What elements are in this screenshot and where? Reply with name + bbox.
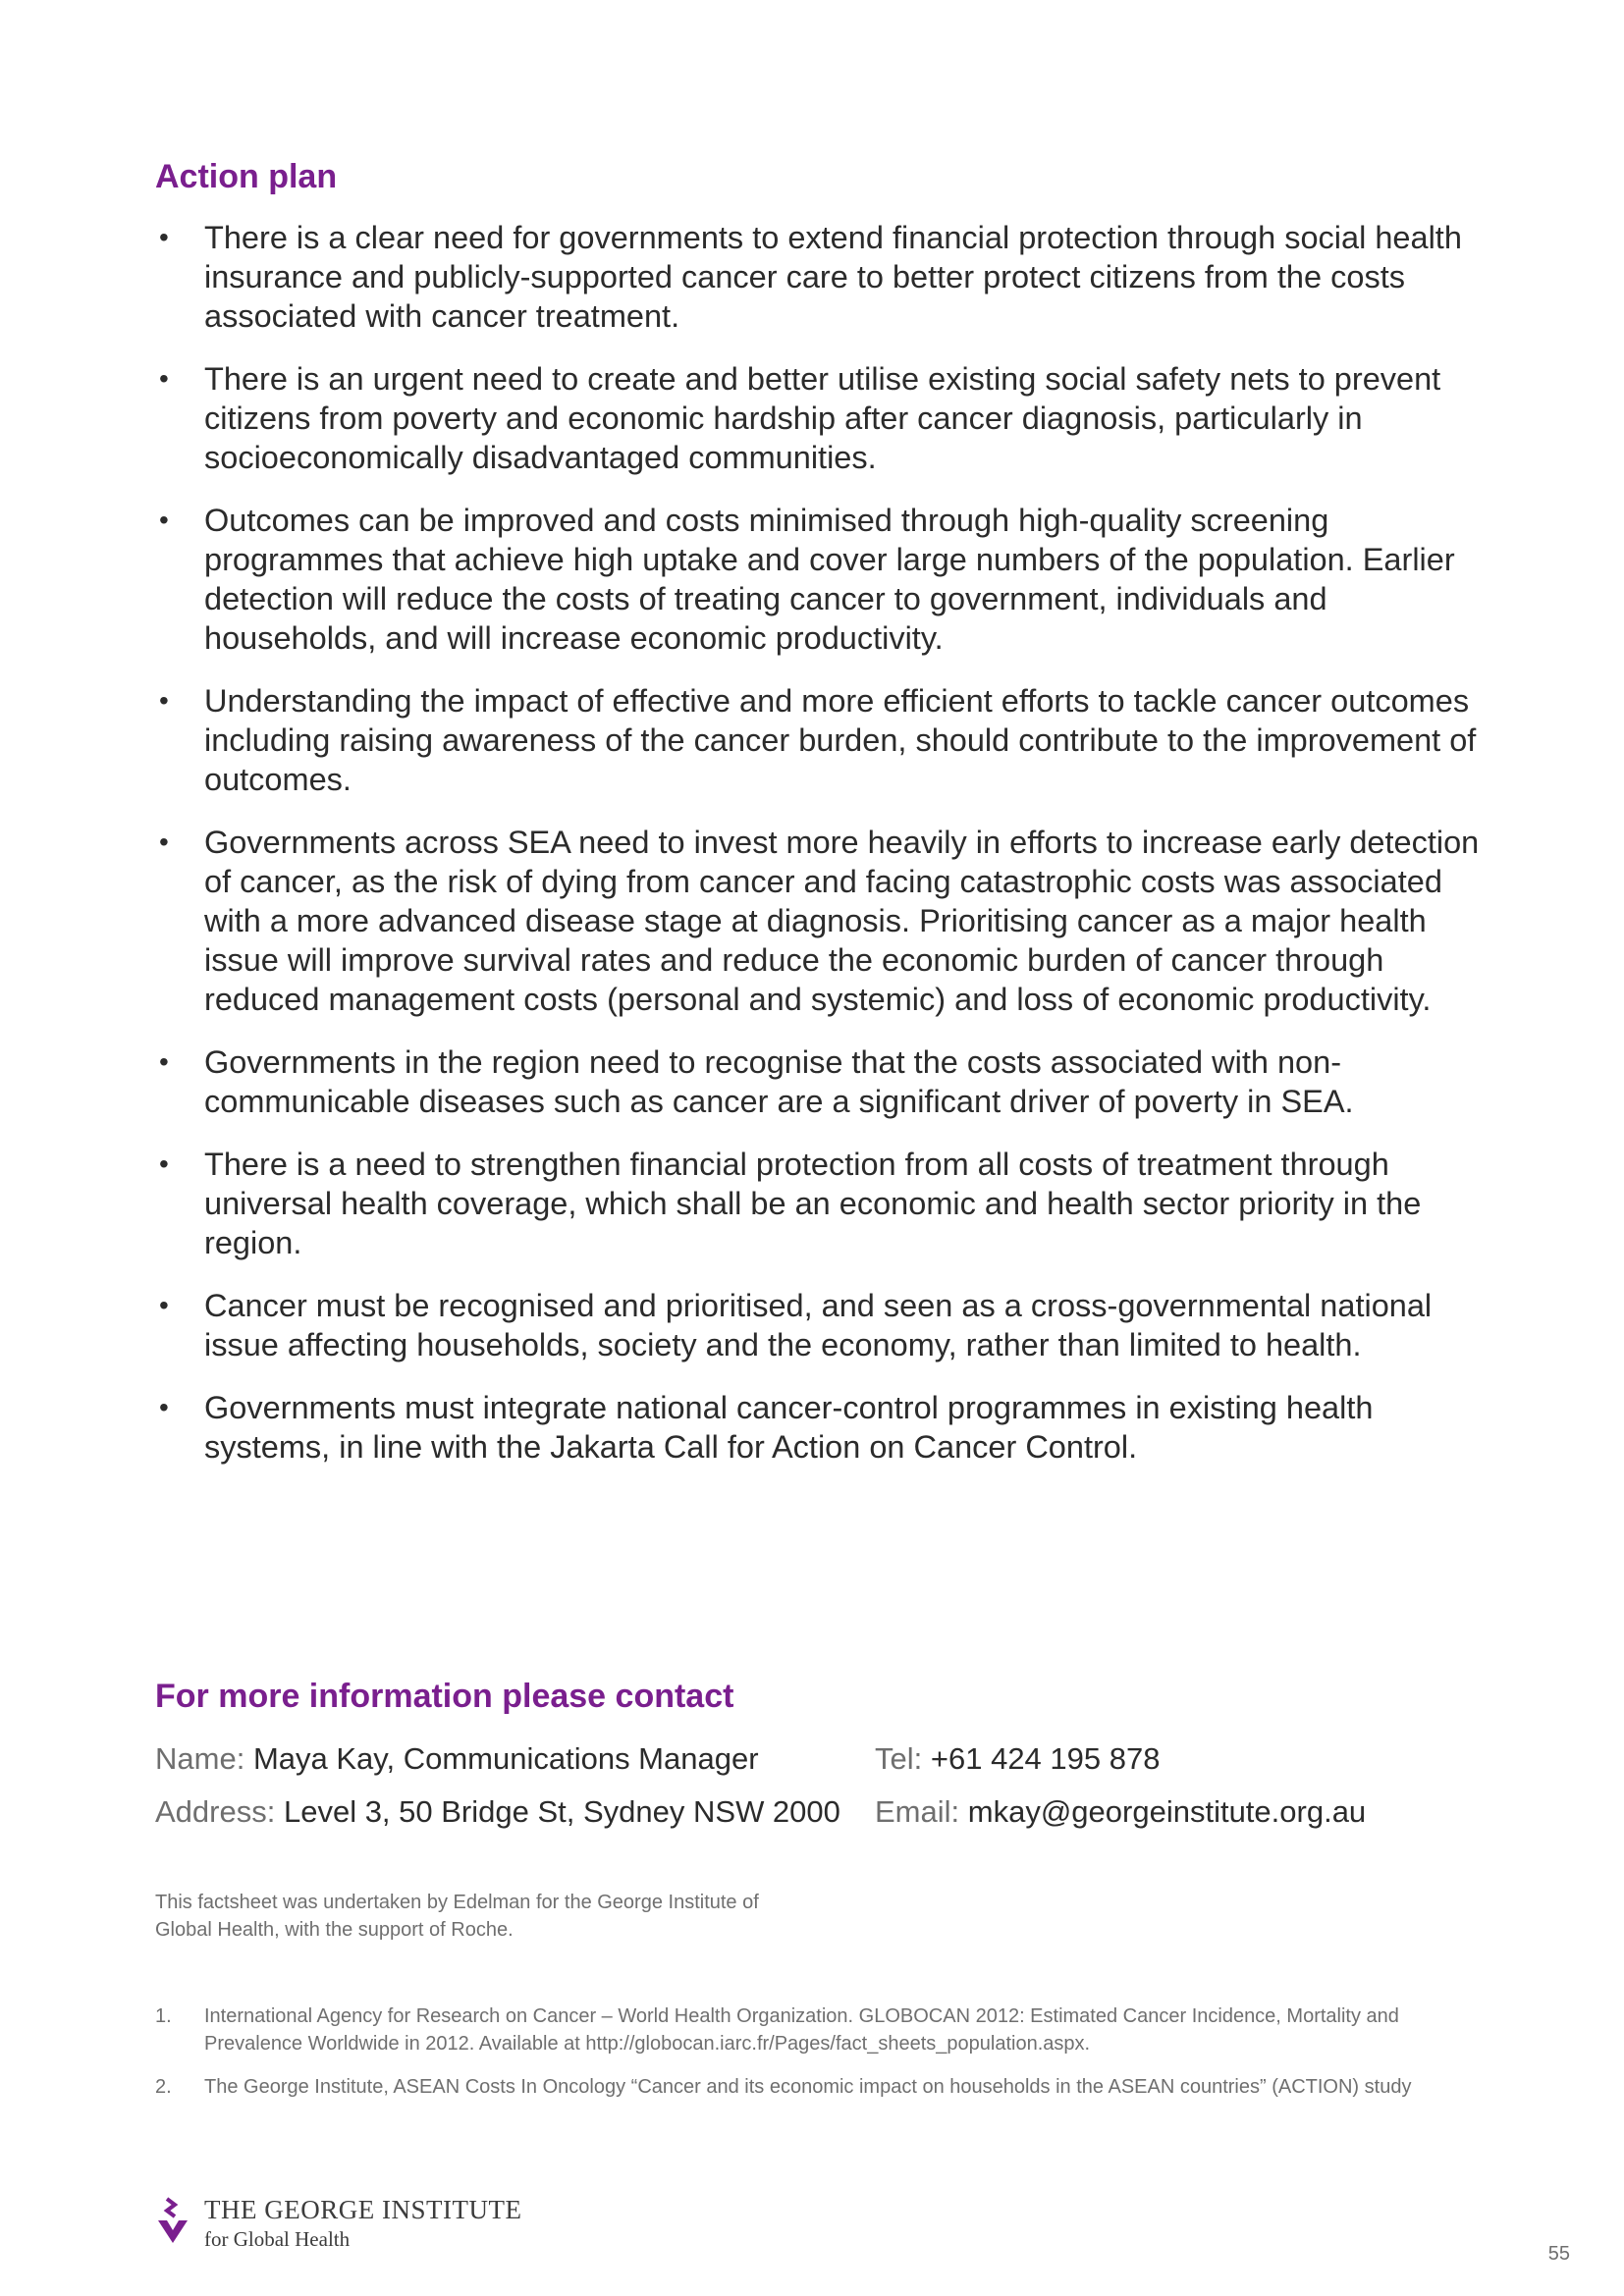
contact-address [155, 1792, 875, 1832]
contact-name-label: Name: [155, 1741, 245, 1776]
action-plan-item-text: Outcomes can be improved and costs minimised through high-quality screening programmes that achieve high uptake and cover large numbers of the population. Earlier detection will reduce the costs of treating cancer to government, individuals and households, and will increase economic productivity. [204, 503, 1455, 656]
action-plan-item [155, 1145, 1490, 1262]
action-plan-item [155, 359, 1490, 477]
bullet-icon: • [159, 1392, 169, 1422]
contact-name-value: Maya Kay, Communications Manager [252, 1741, 759, 1776]
george-institute-logo-icon [155, 2197, 190, 2246]
logo-text [204, 2197, 521, 2250]
contact-heading: For more information please contact [155, 1678, 734, 1715]
contact-address-value: Level 3, 50 Bridge St, Sydney NSW 2000 [283, 1794, 840, 1829]
contact-tel-label: Tel: [875, 1741, 923, 1776]
action-plan-item-text: Governments must integrate national cancer-control programmes in existing health systems, in line with the Jakarta Call for Action on Cancer Control. [204, 1390, 1374, 1465]
contact-block [155, 1739, 1432, 1845]
bullet-icon: • [159, 222, 169, 252]
reference-number: 1. [155, 2005, 172, 2027]
reference-text: The George Institute, ASEAN Costs In Oncology “Cancer and its economic impact on households in the ASEAN countries” (ACTION) study [204, 2076, 1412, 2098]
reference-item [155, 2073, 1432, 2101]
bullet-icon: • [159, 363, 169, 394]
action-plan-item-text: Cancer must be recognised and prioritised, and seen as a cross-governmental national issue affecting households, society and the economy, rather than limited to health. [204, 1288, 1433, 1362]
contact-row [155, 1792, 1432, 1832]
action-plan-list [155, 218, 1490, 1490]
contact-address-label: Address: [155, 1794, 276, 1829]
references-list [155, 2002, 1432, 2116]
george-institute-logo [155, 2197, 521, 2250]
contact-tel-value[interactable]: +61 424 195 878 [930, 1741, 1161, 1776]
action-plan-item-text: Understanding the impact of effective and more efficient efforts to tackle cancer outcomes including raising awareness of the cancer burden, should contribute to the improvement of outcomes. [204, 683, 1477, 797]
contact-email [875, 1792, 1366, 1832]
action-plan-heading: Action plan [155, 158, 338, 195]
contact-email-link[interactable]: mkay@georgeinstitute.org.au [967, 1794, 1367, 1829]
action-plan-item [155, 218, 1490, 336]
bullet-icon: • [159, 1290, 169, 1320]
bullet-icon: • [159, 1046, 169, 1077]
bullet-icon: • [159, 685, 169, 716]
action-plan-item-text: There is an urgent need to create and better utilise existing social safety nets to prevent citizens from poverty and economic hardship after cancer diagnosis, particularly in socioeconomically disadvantaged communities. [204, 361, 1441, 475]
bullet-icon: • [159, 1148, 169, 1179]
page-number: 55 [1547, 2243, 1570, 2265]
reference-number: 2. [155, 2076, 172, 2098]
logo-subtitle: for Global Health [204, 2227, 351, 2251]
reference-text: International Agency for Research on Cancer – World Health Organization. GLOBOCAN 2012: Estimated Cancer Incidence, Mortality and Prevalence Worldwide in 2012. Available at http://globocan.iarc.fr/Pages/fact_sheets_population.aspx. [204, 2005, 1399, 2055]
bullet-icon: • [159, 505, 169, 535]
action-plan-item [155, 681, 1490, 799]
action-plan-item-text: There is a need to strengthen financial protection from all costs of treatment through universal health coverage, which shall be an economic and health sector priority in the region. [204, 1147, 1422, 1260]
action-plan-item [155, 501, 1490, 658]
action-plan-item [155, 1042, 1490, 1121]
action-plan-item [155, 1286, 1490, 1364]
contact-name [155, 1739, 875, 1779]
bullet-icon: • [159, 827, 169, 857]
action-plan-item [155, 1388, 1490, 1467]
action-plan-item [155, 823, 1490, 1019]
factsheet-credit: This factsheet was undertaken by Edelman for the George Institute of Global Health, with the support of Roche. [155, 1892, 759, 1941]
action-plan-item-text: Governments in the region need to recognise that the costs associated with non-communicable diseases such as cancer are a significant driver of poverty in SEA. [204, 1044, 1354, 1119]
contact-tel [875, 1739, 1160, 1779]
contact-email-label: Email: [875, 1794, 960, 1829]
logo-name: THE GEORGE INSTITUTE [204, 2195, 522, 2224]
action-plan-item-text: There is a clear need for governments to extend financial protection through social health insurance and publicly-supported cancer care to better protect citizens from the costs associated with cancer treatment. [204, 220, 1462, 334]
contact-row [155, 1739, 1432, 1779]
action-plan-item-text: Governments across SEA need to invest more heavily in efforts to increase early detection of cancer, as the risk of dying from cancer and facing catastrophic costs was associated with a more advanced disease stage at diagnosis. Prioritising cancer as a major health issue will improve survival rates and reduce the economic burden of cancer through reduced management costs (personal and systemic) and loss of economic productivity. [204, 825, 1480, 1017]
reference-item [155, 2002, 1432, 2057]
